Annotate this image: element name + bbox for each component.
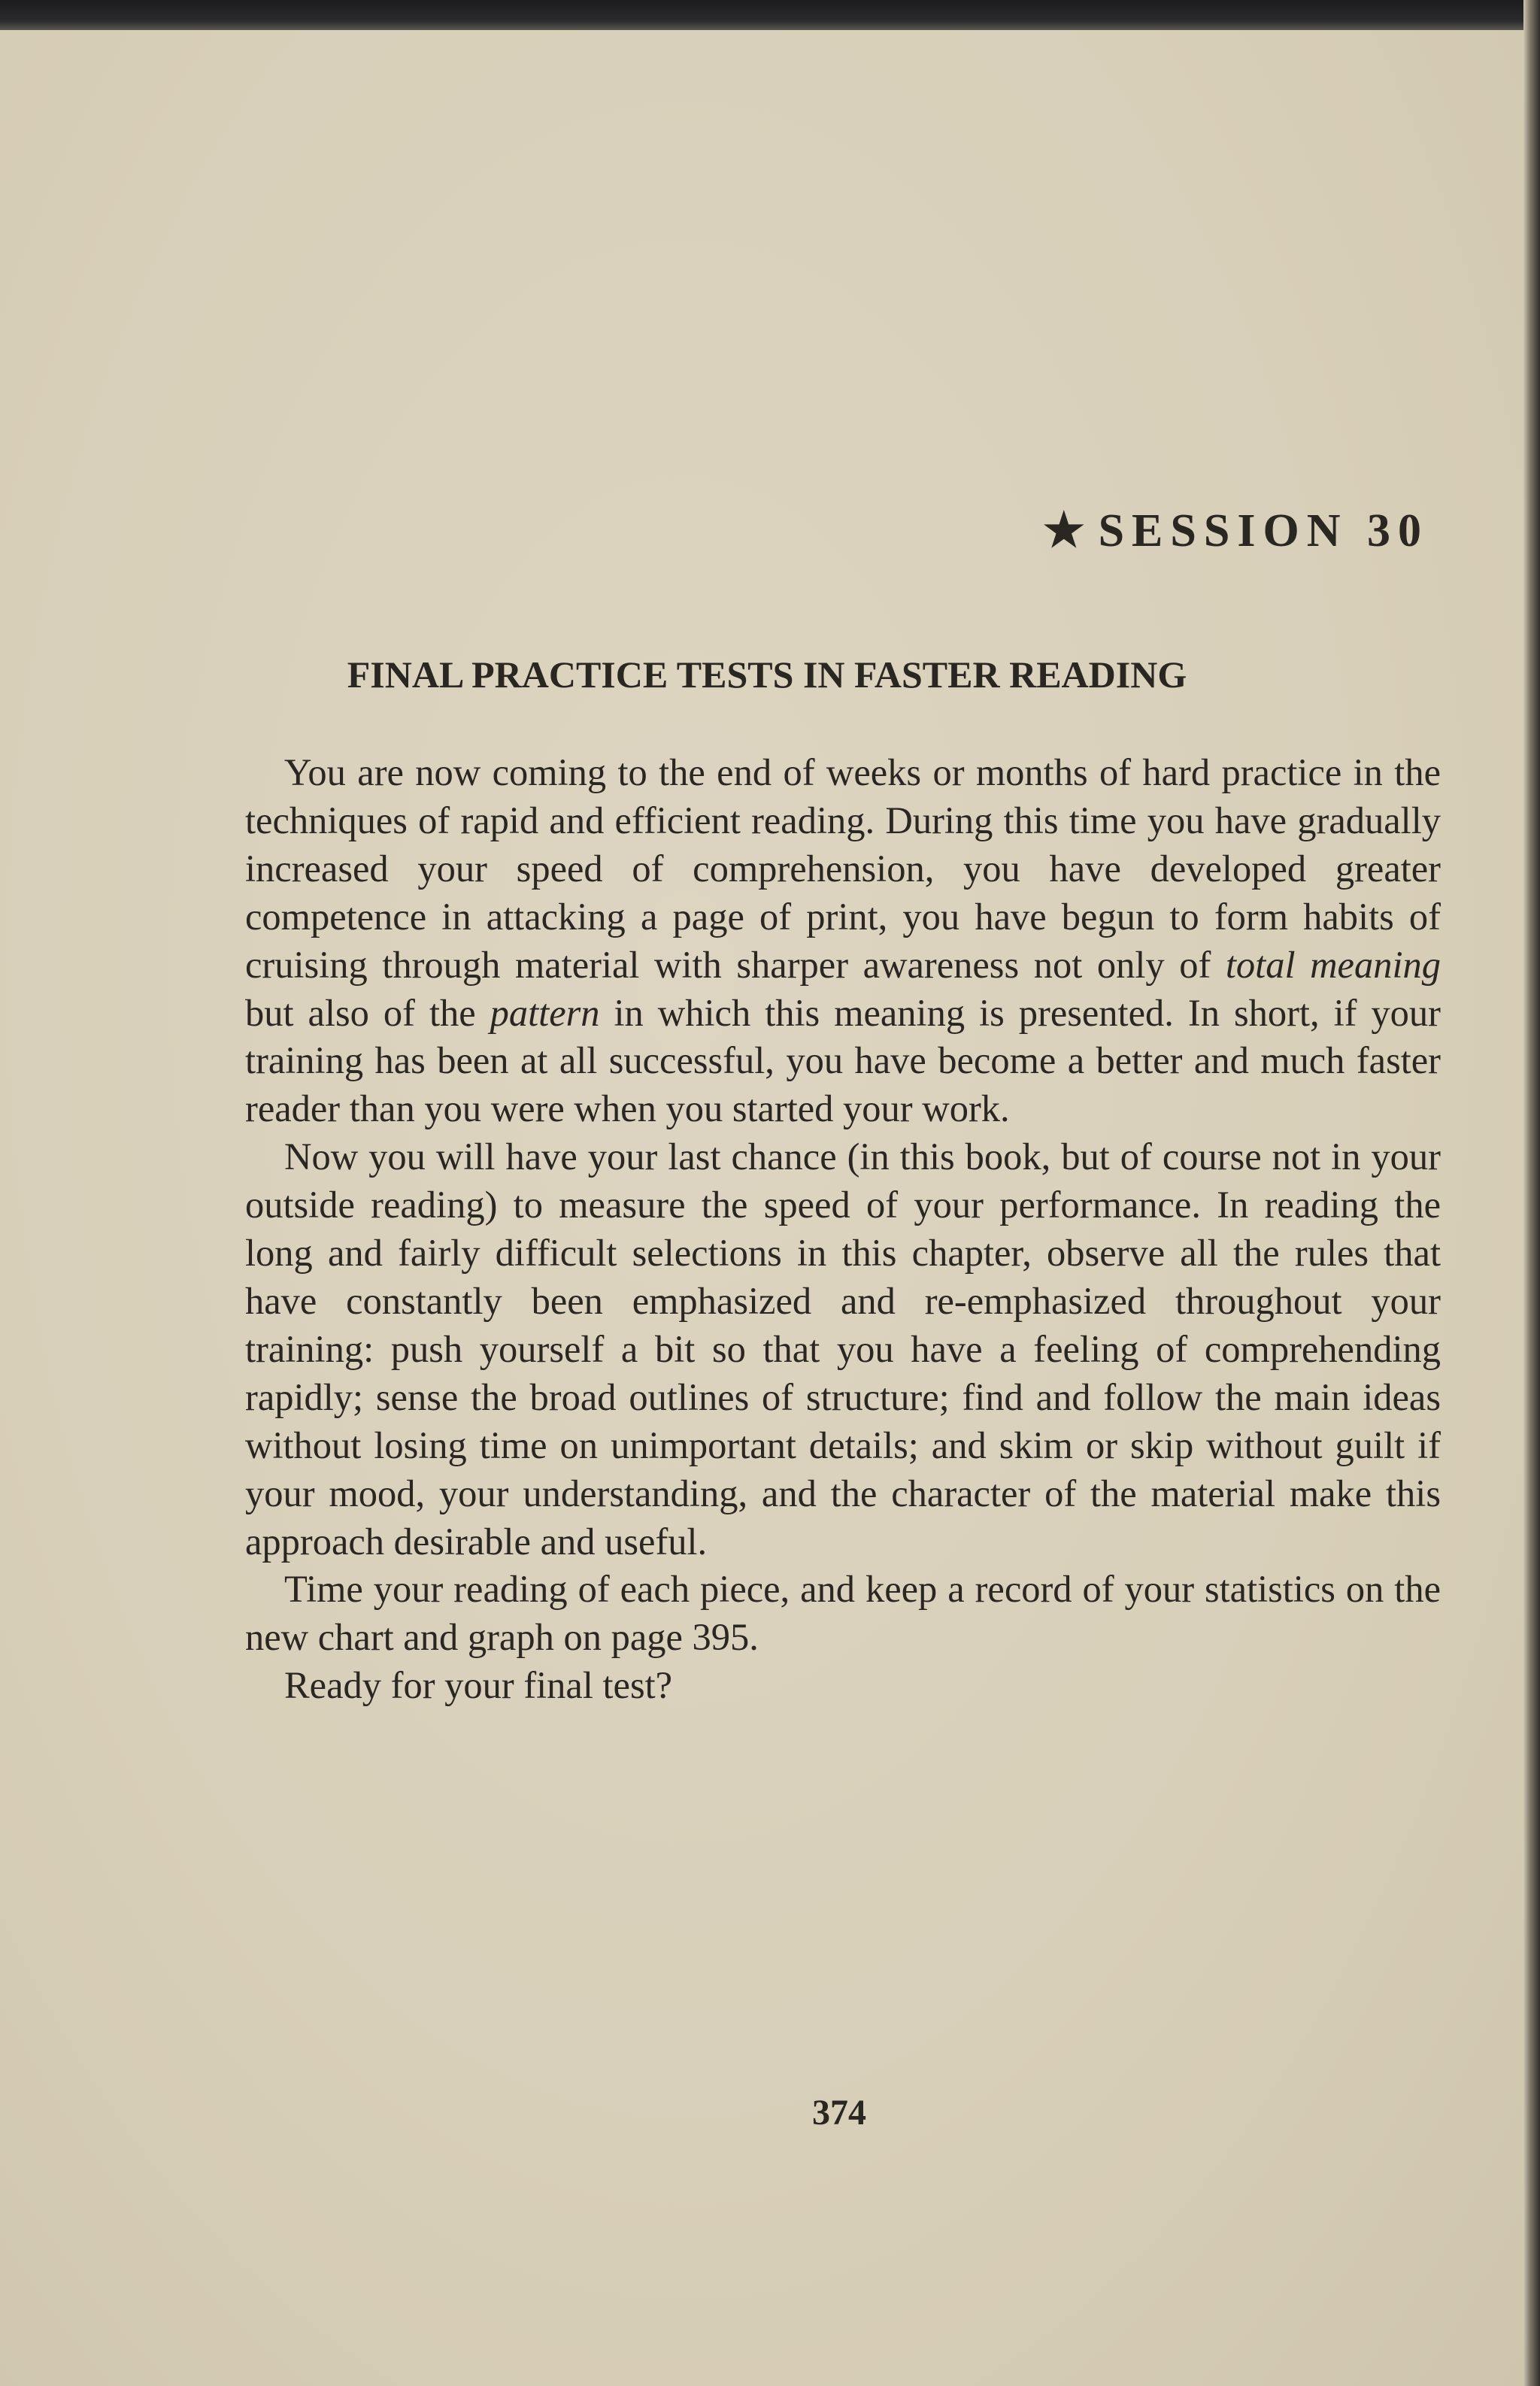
body-text	[245, 749, 1441, 1710]
scan-top-edge	[0, 0, 1540, 30]
star-icon: ★	[1042, 505, 1085, 556]
emphasis-total-meaning: total meaning	[1225, 943, 1441, 986]
page-number: 374	[812, 2093, 866, 2133]
paragraph-1-text-c: in which this meaning is presented. In short, if your training has been at all successful, you have become a better and much faster reader than you were when you started your work.	[245, 991, 1441, 1130]
paragraph-3: Time your reading of each piece, and keep a record of your statistics on the new chart and graph on page 395.	[245, 1568, 1441, 1659]
book-spine-edge	[1523, 0, 1540, 2386]
paragraph-1-text-a: You are now coming to the end of weeks or months of hard practice in the techniques of rapid and efficient reading. During this time you have gradually increased your speed of comprehension, you have developed greater competence in attacking a page of print, you have begun to form habits of cruising through material with sharper awareness not only of	[245, 751, 1441, 986]
chapter-title: FINAL PRACTICE TESTS IN FASTER READING	[347, 653, 1187, 696]
session-heading	[1043, 502, 1429, 558]
emphasis-pattern: pattern	[490, 991, 600, 1034]
session-label: SESSION 30	[1098, 505, 1429, 556]
paragraph-1	[245, 749, 1441, 1133]
paragraph-1-text-b: but also of the	[245, 991, 490, 1034]
paragraph-2: Now you will have your last chance (in this book, but of course not in your outside reading) to measure the speed of your performance. In reading the long and fairly difficult selections in this chapter, observe all the rules that have constantly been emphasized and re-emphasized throughout your training: push yourself a bit so that you have a feeling of comprehending rapidly; sense the broad outlines of structure; find and follow the main ideas without losing time on unimportant details; and skim or skip without guilt if your mood, your understanding, and the character of the material make this approach desirable and useful.	[245, 1135, 1441, 1563]
paragraph-4: Ready for your final test?	[284, 1664, 673, 1707]
